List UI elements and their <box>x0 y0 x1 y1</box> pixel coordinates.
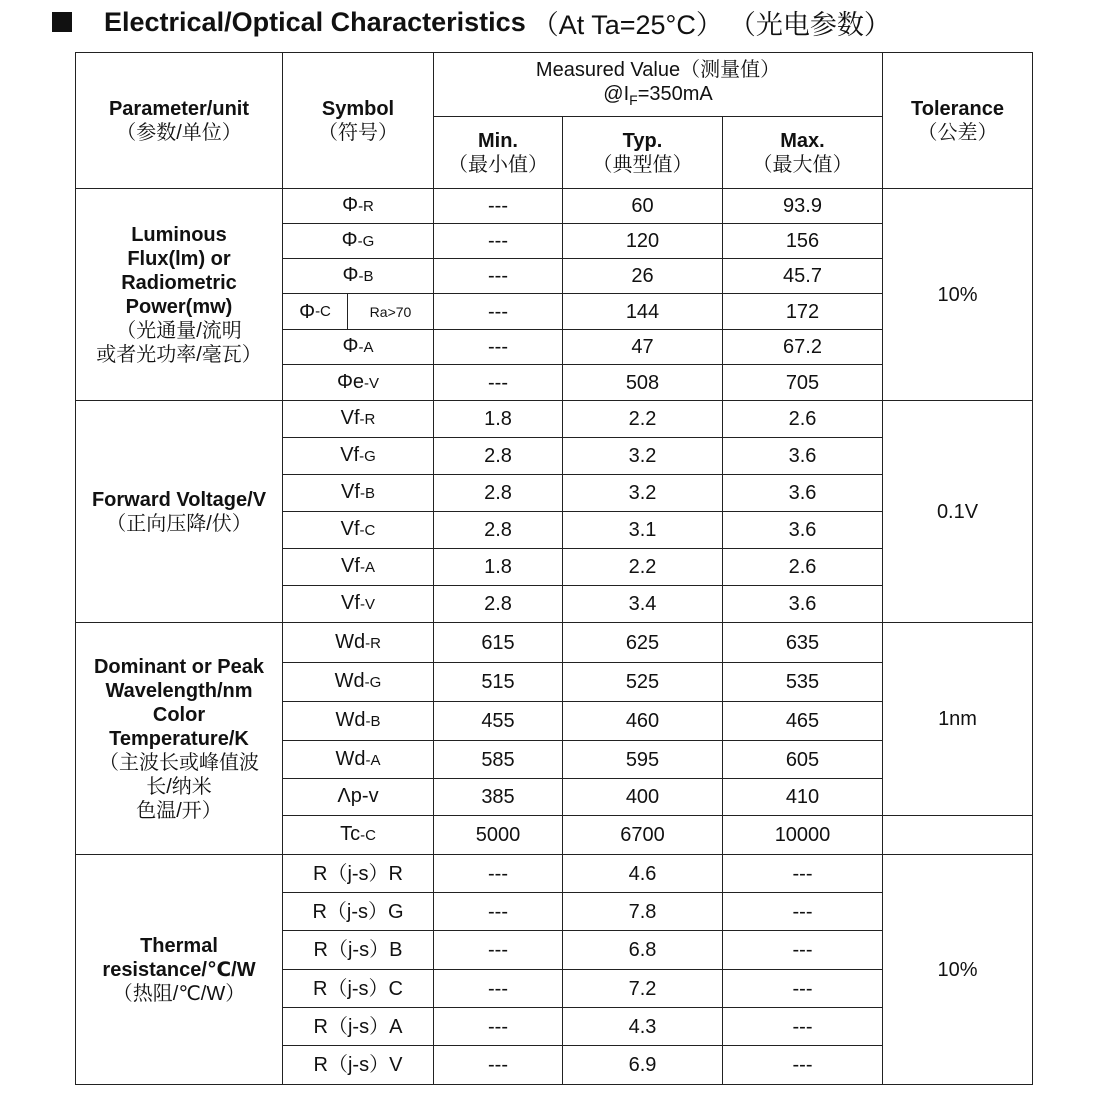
symbol-cell: Vf-G <box>283 438 434 475</box>
symbol-cell: Φ-B <box>283 259 434 294</box>
max-cell: 45.7 <box>723 259 883 294</box>
group-label-luminous-flux: Luminous Flux(lm) or Radiometric Power(mw) （光通量/流明 或者光功率/毫瓦） <box>76 189 283 401</box>
typ-cell: 6.9 <box>563 1046 723 1085</box>
group-label-wavelength: Dominant or Peak Wavelength/nm Color Temperature/K （主波长或峰值波 长/纳米 色温/开） <box>76 623 283 855</box>
heading-title-cn: （光电参数） <box>728 9 891 40</box>
max-cell: --- <box>723 970 883 1008</box>
max-cell: 93.9 <box>723 189 883 224</box>
symbol-cell: Vf-R <box>283 401 434 438</box>
heading-title-en: Electrical/Optical Characteristics <box>104 6 526 37</box>
min-cell: --- <box>434 970 563 1008</box>
symbol-cell: Vf-V <box>283 586 434 623</box>
min-cell: 2.8 <box>434 586 563 623</box>
bullet-square-icon <box>52 12 72 32</box>
max-cell: --- <box>723 893 883 931</box>
min-cell: --- <box>434 365 563 401</box>
group-label-forward-voltage: Forward Voltage/V （正向压降/伏） <box>76 401 283 623</box>
tolerance-cell: 0.1V <box>883 401 1033 623</box>
min-cell: 2.8 <box>434 512 563 549</box>
max-cell: 535 <box>723 663 883 702</box>
max-cell: --- <box>723 931 883 970</box>
min-cell: --- <box>434 259 563 294</box>
min-cell: --- <box>434 294 563 330</box>
max-cell: 705 <box>723 365 883 401</box>
symbol-cell: Φe-V <box>283 365 434 401</box>
min-cell: 2.8 <box>434 438 563 475</box>
max-cell: 3.6 <box>723 438 883 475</box>
max-cell: 3.6 <box>723 512 883 549</box>
typ-cell: 3.2 <box>563 438 723 475</box>
symbol-cell: Φ-A <box>283 330 434 365</box>
typ-cell: 6700 <box>563 816 723 855</box>
header-tolerance: Tolerance （公差） <box>883 53 1033 189</box>
max-cell: 2.6 <box>723 549 883 586</box>
header-symbol: Symbol （符号） <box>283 53 434 189</box>
header-max: Max. （最大值） <box>723 117 883 189</box>
symbol-cell: Vf-B <box>283 475 434 512</box>
typ-cell: 508 <box>563 365 723 401</box>
tolerance-cell: 1nm <box>883 623 1033 816</box>
tolerance-cell: 10% <box>883 855 1033 1085</box>
heading-condition: （At Ta=25°C） <box>531 9 723 40</box>
characteristics-table <box>75 52 1033 1085</box>
typ-cell: 525 <box>563 663 723 702</box>
typ-cell: 2.2 <box>563 401 723 438</box>
symbol-cell: Φ-G <box>283 224 434 259</box>
typ-cell: 120 <box>563 224 723 259</box>
table-body <box>76 189 1033 1085</box>
symbol-cell: Vf-A <box>283 549 434 586</box>
typ-cell: 3.2 <box>563 475 723 512</box>
max-cell: 3.6 <box>723 475 883 512</box>
max-cell: --- <box>723 1046 883 1085</box>
page-heading <box>52 4 891 40</box>
min-cell: --- <box>434 931 563 970</box>
max-cell: 10000 <box>723 816 883 855</box>
max-cell: 465 <box>723 702 883 741</box>
min-cell: 1.8 <box>434 549 563 586</box>
min-cell: 5000 <box>434 816 563 855</box>
symbol-cell: R（j-s）C <box>283 970 434 1008</box>
header-measured-value: Measured Value（测量值） $@I_F=350mA$ <box>434 53 883 117</box>
table-header <box>76 53 1033 189</box>
typ-cell: 460 <box>563 702 723 741</box>
typ-cell: 4.3 <box>563 1008 723 1046</box>
min-cell: --- <box>434 855 563 893</box>
max-cell: --- <box>723 1008 883 1046</box>
typ-cell: 4.6 <box>563 855 723 893</box>
max-cell: 3.6 <box>723 586 883 623</box>
header-parameter: Parameter/unit （参数/单位） <box>76 53 283 189</box>
max-cell: 2.6 <box>723 401 883 438</box>
typ-cell: 2.2 <box>563 549 723 586</box>
min-cell: --- <box>434 1046 563 1085</box>
symbol-cell: R（j-s）B <box>283 931 434 970</box>
typ-cell: 3.4 <box>563 586 723 623</box>
max-cell: --- <box>723 855 883 893</box>
symbol-cell: R（j-s）R <box>283 855 434 893</box>
header-min: Min. （最小值） <box>434 117 563 189</box>
typ-cell: 47 <box>563 330 723 365</box>
min-cell: 455 <box>434 702 563 741</box>
group-label-thermal-resistance: Thermal resistance/℃/W （热阻/℃/W） <box>76 855 283 1085</box>
symbol-cell: Wd-G <box>283 663 434 702</box>
min-cell: 515 <box>434 663 563 702</box>
max-cell: 605 <box>723 741 883 779</box>
min-cell: --- <box>434 224 563 259</box>
table-row <box>76 189 1033 224</box>
symbol-cell: Wd-R <box>283 623 434 663</box>
typ-cell: 595 <box>563 741 723 779</box>
typ-cell: 625 <box>563 623 723 663</box>
table-row <box>76 401 1033 438</box>
min-cell: 585 <box>434 741 563 779</box>
typ-cell: 7.2 <box>563 970 723 1008</box>
symbol-cell: Φ -C Ra>70 <box>283 294 434 330</box>
typ-cell: 26 <box>563 259 723 294</box>
symbol-cell: R（j-s）V <box>283 1046 434 1085</box>
min-cell: --- <box>434 893 563 931</box>
max-cell: 67.2 <box>723 330 883 365</box>
tolerance-cell: 10% <box>883 189 1033 401</box>
min-cell: 615 <box>434 623 563 663</box>
min-cell: 2.8 <box>434 475 563 512</box>
typ-cell: 60 <box>563 189 723 224</box>
min-cell: 385 <box>434 779 563 816</box>
tolerance-cell-empty <box>883 816 1033 855</box>
max-cell: 635 <box>723 623 883 663</box>
symbol-cell: Φ-R <box>283 189 434 224</box>
min-cell: 1.8 <box>434 401 563 438</box>
min-cell: --- <box>434 1008 563 1046</box>
symbol-cell: Λp-v <box>283 779 434 816</box>
max-cell: 156 <box>723 224 883 259</box>
max-cell: 172 <box>723 294 883 330</box>
typ-cell: 6.8 <box>563 931 723 970</box>
typ-cell: 400 <box>563 779 723 816</box>
symbol-cell: Tc-C <box>283 816 434 855</box>
symbol-cell: R（j-s）A <box>283 1008 434 1046</box>
symbol-cell: Wd-B <box>283 702 434 741</box>
ra-condition: Ra>70 <box>369 303 412 320</box>
table-row <box>76 855 1033 893</box>
table-row <box>76 623 1033 663</box>
typ-cell: 144 <box>563 294 723 330</box>
min-cell: --- <box>434 189 563 224</box>
header-typ: Typ. （典型值） <box>563 117 723 189</box>
typ-cell: 3.1 <box>563 512 723 549</box>
max-cell: 410 <box>723 779 883 816</box>
symbol-cell: R（j-s）G <box>283 893 434 931</box>
typ-cell: 7.8 <box>563 893 723 931</box>
symbol-cell: Wd-A <box>283 741 434 779</box>
min-cell: --- <box>434 330 563 365</box>
symbol-cell: Vf-C <box>283 512 434 549</box>
